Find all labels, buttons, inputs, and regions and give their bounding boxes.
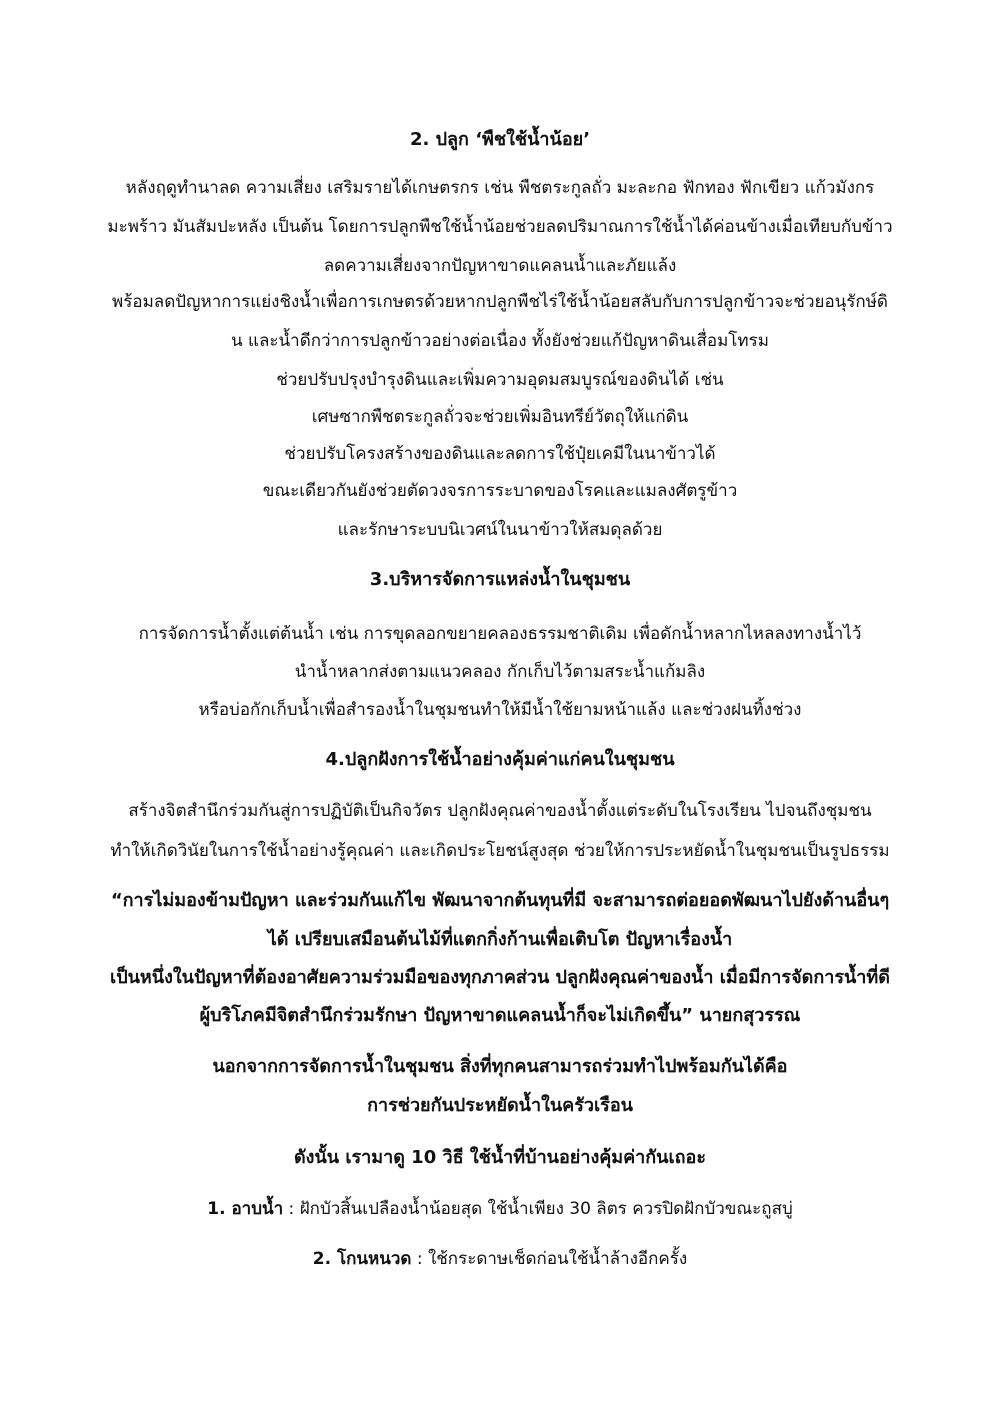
section-4-line-1: สร้างจิตสำนึกร่วมกันสู่การปฏิบัติเป็นกิจวัตร ปลูกฝังคุณค่าของน้ำตั้งแต่ระดับในโรงเรียน ไปจนถึงชุมชน xyxy=(128,801,872,821)
quote-line-4: ผู้บริโภคมีจิตสำนึกร่วมรักษา ปัญหาขาดแคลนน้ำก็จะไม่เกิดขึ้น” นายกสุวรรณ xyxy=(199,1005,801,1026)
tip-item xyxy=(60,1247,940,1271)
section-2-heading: 2. ปลูก ‘พืชใช้น้ำน้อย’ xyxy=(409,129,591,150)
section-2-line-1: หลังฤดูทำนาลด ความเสี่ยง เสริมรายได้เกษตรกร เช่น พืชตระกูลถั่ว มะละกอ ฟักทอง ฟักเขียว แก้วมังกร xyxy=(125,178,875,198)
section-3-heading: 3.บริหารจัดการแหล่งน้ำในชุมชน xyxy=(369,569,631,590)
household-line-1: นอกจากการจัดการน้ำในชุมชน สิ่งที่ทุกคนสามารถร่วมทำไปพร้อมกันได้คือ xyxy=(212,1056,788,1077)
household-line-2: การช่วยกันประหยัดน้ำในครัวเรือน xyxy=(367,1095,633,1116)
section-2-line-3: ลดความเสี่ยงจากปัญหาขาดแคลนน้ำและภัยแล้ง xyxy=(323,256,677,276)
section-4-line-2: ทำให้เกิดวินัยในการใช้น้ำอย่างรู้คุณค่า และเกิดประโยชน์สูงสุด ช่วยให้การประหยัดน้ำในชุมชนเป็นรูปธรรม xyxy=(110,841,890,861)
section-3-line-3: หรือบ่อกักเก็บน้ำเพื่อสำรองน้ำในชุมชนทำให้มีน้ำใช้ยามหน้าแล้ง และช่วงฝนทิ้งช่วง xyxy=(198,700,802,720)
tip-title: 1. อาบน้ำ xyxy=(207,1199,284,1219)
tips-intro: ดังนั้น เรามาดู 10 วิธี ใช้น้ำที่บ้านอย่างคุ้มค่ากันเถอะ xyxy=(293,1147,707,1168)
tip-title: 2. โกนหนวด xyxy=(312,1249,412,1269)
section-3-line-2: นำน้ำหลากส่งตามแนวคลอง กักเก็บไว้ตามสระน้ำแก้มลิง xyxy=(294,662,706,682)
section-2-line-8: ช่วยปรับโครงสร้างของดินและลดการใช้ปุ๋ยเคมีในนาข้าวได้ xyxy=(284,444,716,464)
quote-line-1: “การไม่มองข้ามปัญหา และร่วมกันแก้ไข พัฒนาจากต้นทุนที่มี จะสามารถต่อยอดพัฒนาไปยังด้านอื่นๆ xyxy=(110,890,890,911)
section-2-line-6: ช่วยปรับปรุงบำรุงดินและเพิ่มความอุดมสมบูรณ์ของดินได้ เช่น xyxy=(276,370,724,390)
section-2-line-5: น และน้ำดีกว่าการปลูกข้าวอย่างต่อเนื่อง ทั้งยังช่วยแก้ปัญหาดินเสื่อมโทรม xyxy=(231,331,769,351)
section-2-line-7: เศษซากพืชตระกูลถั่วจะช่วยเพิ่มอินทรีย์วัตถุให้แก่ดิน xyxy=(311,407,689,427)
tip-text: : ใช้กระดาษเช็ดก่อนใช้น้ำล้างอีกครั้ง xyxy=(411,1249,688,1269)
section-2-line-2: มะพร้าว มันสัมปะหลัง เป็นต้น โดยการปลูกพืชใช้น้ำน้อยช่วยลดปริมาณการใช้น้ำได้ค่อนข้างเมื่อเทียบกับข้าว xyxy=(107,217,893,237)
tip-item xyxy=(60,1197,940,1221)
tip-text: : ฝักบัวสิ้นเปลืองน้ำน้อยสุด ใช้น้ำเพียง 30 ลิตร ควรปิดฝักบัวขณะถูสบู่ xyxy=(283,1199,793,1219)
quote-line-3: เป็นหนึ่งในปัญหาที่ต้องอาศัยความร่วมมือของทุกภาคส่วน ปลูกฝังคุณค่าของน้ำ เมื่อมีการจัดการน้ำที่ดี xyxy=(110,967,890,988)
section-4-heading: 4.ปลูกฝังการใช้น้ำอย่างคุ้มค่าแก่คนในชุมชน xyxy=(325,749,675,770)
quote-line-2: ได้ เปรียบเสมือนต้นไม้ที่แตกกิ่งก้านเพื่อเติบโต ปัญหาเรื่องน้ำ xyxy=(267,929,733,950)
section-3-line-1: การจัดการน้ำตั้งแต่ต้นน้ำ เช่น การขุดลอกขยายคลองธรรมชาติเดิม เพื่อดักน้ำหลากไหลลงทางน้ำไว้ xyxy=(138,624,862,644)
section-2-line-4: พร้อมลดปัญหาการแย่งชิงน้ำเพื่อการเกษตรด้วยหากปลูกพืชไร่ใช้น้ำน้อยสลับกับการปลูกข้าวจะช่วยอนุรักษ์ดิ xyxy=(112,292,888,312)
section-2-line-10: และรักษาระบบนิเวศน์ในนาข้าวให้สมดุลด้วย xyxy=(337,520,663,540)
section-2-line-9: ขณะเดียวกันยังช่วยตัดวงจรการระบาดของโรคและแมลงศัตรูข้าว xyxy=(262,481,738,501)
